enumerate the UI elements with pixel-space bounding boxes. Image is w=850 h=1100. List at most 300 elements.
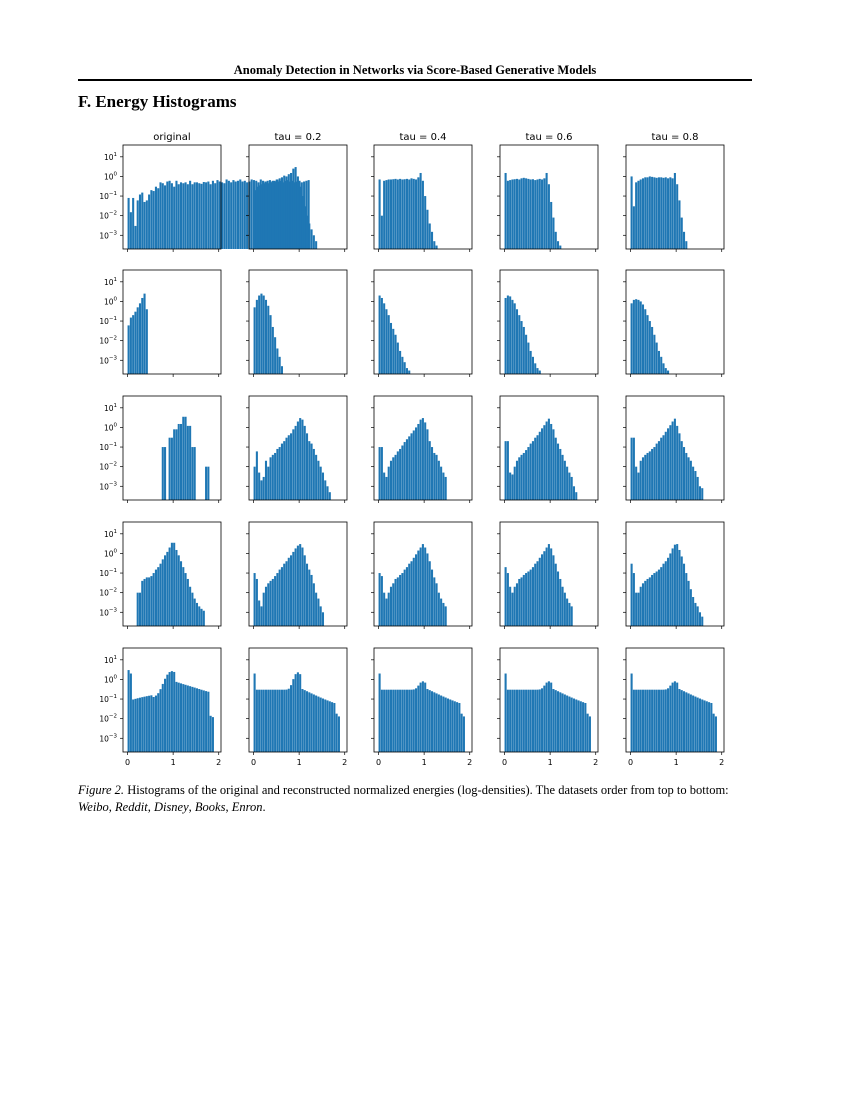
y-tick-label: $10^{-3}$ (99, 607, 117, 618)
histogram-bar (144, 579, 146, 626)
histogram-bar (436, 693, 438, 752)
histogram-bar (546, 173, 548, 249)
histogram-bar (417, 686, 419, 752)
histogram-bar (426, 553, 428, 626)
histogram-bar (329, 701, 331, 752)
histogram-bar (685, 241, 687, 249)
histogram-bar (559, 449, 561, 500)
histogram-bar (324, 699, 326, 752)
histogram-bar (631, 674, 633, 752)
histogram-bar (260, 690, 262, 752)
histogram-bar (381, 690, 383, 752)
histogram-bar (399, 179, 401, 249)
histogram-bar (552, 689, 554, 752)
histogram-bar (191, 184, 193, 249)
histogram-bar (406, 690, 408, 752)
histogram-bar (521, 455, 523, 500)
histogram-bar (445, 477, 447, 500)
histogram-bar (198, 689, 200, 752)
histogram-bar (153, 191, 155, 249)
histogram-bar (132, 699, 134, 752)
histogram-bar (210, 184, 212, 249)
histogram-bar (144, 697, 146, 752)
histogram-bar (274, 690, 276, 752)
histogram-bar (676, 683, 678, 752)
histogram-bar (205, 467, 207, 500)
histogram-bar (385, 599, 387, 626)
histogram-bar (410, 433, 412, 500)
histogram-bar (137, 200, 139, 249)
histogram-bar (642, 457, 644, 500)
histogram-bar (640, 690, 642, 752)
caption-dataset-reddit: Reddit (115, 800, 148, 814)
histogram-bar (514, 690, 516, 752)
x-tick-label: 1 (547, 758, 553, 767)
histogram-bar (534, 690, 536, 752)
histogram-bar (311, 444, 313, 500)
histogram-bar (256, 300, 258, 374)
histogram-bar (141, 581, 143, 626)
histogram-bar (566, 696, 568, 752)
histogram-bar (228, 181, 230, 249)
histogram-bar (401, 690, 403, 752)
histogram-bar (507, 690, 509, 752)
histogram-bar (281, 567, 283, 626)
histogram-bar (166, 182, 168, 249)
histogram-bar (633, 300, 635, 374)
histogram-bar (662, 435, 664, 500)
histogram-bar (690, 694, 692, 752)
histogram-bar (315, 696, 317, 752)
histogram-bar (658, 177, 660, 249)
histogram-bar (311, 575, 313, 626)
histogram-bar (200, 609, 202, 626)
histogram-bar (631, 176, 633, 249)
histogram-bar (198, 606, 200, 626)
histogram-bar (317, 697, 319, 752)
y-tick-label: $10^{-1}$ (99, 442, 117, 453)
histogram-bar (676, 184, 678, 249)
histogram-bar (381, 216, 383, 249)
histogram-bar (281, 690, 283, 752)
histogram-bar (649, 176, 651, 249)
histogram-bar (308, 223, 310, 249)
histogram-bar (194, 182, 196, 249)
histogram-bar (189, 181, 191, 249)
histogram-bar (270, 690, 272, 752)
histogram-bar (290, 433, 292, 500)
histogram-bar (283, 441, 285, 500)
histogram-bar (299, 544, 301, 626)
histogram-bar (292, 552, 294, 626)
histogram-panel (371, 648, 472, 767)
histogram-bar (685, 692, 687, 752)
histogram-bar (580, 701, 582, 752)
histogram-bar (139, 195, 141, 250)
histogram-bar (207, 692, 209, 752)
histogram-bar (390, 690, 392, 752)
histogram-bar (216, 180, 218, 249)
histogram-bar (514, 179, 516, 249)
histogram-bar (656, 343, 658, 374)
histogram-bar (292, 169, 294, 249)
histogram-bar (683, 232, 685, 249)
histogram-bar (647, 315, 649, 374)
histogram-bar (660, 438, 662, 500)
histogram-bar (417, 551, 419, 626)
y-tick-label: $10^{-1}$ (99, 316, 117, 327)
histogram-bar (385, 690, 387, 752)
histogram-bar (166, 552, 168, 626)
histogram-bar (509, 296, 511, 374)
histogram-bar (203, 182, 205, 249)
histogram-bar (417, 424, 419, 500)
histogram-bar (410, 561, 412, 626)
histogram-bar (383, 690, 385, 752)
histogram-panel (623, 270, 724, 377)
histogram-bar (424, 196, 426, 249)
histogram-bar (633, 690, 635, 752)
column-title: tau = 0.4 (399, 132, 447, 143)
histogram-bar (288, 558, 290, 626)
histogram-panel (623, 145, 724, 252)
histogram-bar (543, 686, 545, 752)
histogram-bar (697, 698, 699, 752)
histogram-bar (525, 690, 527, 752)
histogram-bar (169, 181, 171, 249)
histogram-bar (557, 241, 559, 249)
histogram-bar (263, 593, 265, 626)
histogram-bar (265, 690, 267, 752)
y-tick-label: $10^{-2}$ (99, 210, 117, 221)
histogram-bar (688, 457, 690, 500)
y-tick-label: $10^{-3}$ (99, 733, 117, 744)
histogram-panel (497, 648, 598, 767)
histogram-bar (649, 321, 651, 374)
histogram-bar (644, 455, 646, 500)
histogram-bar (530, 179, 532, 249)
histogram-bar (672, 683, 674, 752)
histogram-bar (431, 232, 433, 249)
histogram-bar (383, 593, 385, 626)
histogram-bar (505, 567, 507, 626)
histogram-bar (404, 442, 406, 500)
histogram-bar (521, 690, 523, 752)
histogram-bar (710, 703, 712, 752)
histogram-bar (701, 617, 703, 626)
histogram-bar (651, 575, 653, 626)
histogram-bar (408, 690, 410, 752)
histogram-bar (521, 178, 523, 249)
histogram-bar (226, 179, 228, 249)
histogram-bar (550, 202, 552, 249)
histogram-bar (667, 428, 669, 500)
histogram-bar (523, 453, 525, 500)
histogram-bar (212, 181, 214, 249)
histogram-bar (399, 351, 401, 374)
histogram-bar (656, 178, 658, 249)
histogram-bar (543, 425, 545, 500)
histogram-bar (290, 685, 292, 752)
x-tick-label: 1 (673, 758, 679, 767)
histogram-bar (173, 429, 175, 500)
x-tick-label: 2 (719, 758, 725, 767)
histogram-bar (200, 690, 202, 752)
histogram-bar (640, 461, 642, 500)
histogram-panel (99, 270, 221, 377)
histogram-bar (196, 688, 198, 752)
histogram-bar (254, 190, 256, 249)
histogram-bar (194, 599, 196, 626)
histogram-bar (692, 696, 694, 752)
histogram-bar (548, 184, 550, 249)
histogram-bar (292, 429, 294, 500)
histogram-bar (297, 176, 299, 249)
histogram-bar (270, 457, 272, 500)
histogram-bar (509, 180, 511, 249)
histogram-bar (141, 298, 143, 374)
histogram-bar (315, 593, 317, 626)
histogram-bar (658, 570, 660, 626)
histogram-bar (260, 606, 262, 626)
histogram-bar (235, 182, 237, 249)
histogram-bar (279, 570, 281, 626)
histogram-bar (426, 689, 428, 752)
histogram-bar (333, 703, 335, 752)
histogram-bar (550, 683, 552, 752)
histogram-bar (171, 183, 173, 249)
histogram-bar (690, 461, 692, 500)
histogram-bar (267, 467, 269, 500)
histogram-bar (461, 714, 463, 752)
histogram-bar (571, 477, 573, 500)
histogram-bar (548, 681, 550, 752)
histogram-bar (279, 357, 281, 374)
histogram-bar (169, 548, 171, 626)
histogram-bar (281, 366, 283, 374)
caption-dataset-disney: Disney (153, 800, 189, 814)
histogram-bar (665, 689, 667, 752)
histogram-bar (536, 690, 538, 752)
histogram-bar (267, 583, 269, 626)
histogram-panel (371, 396, 472, 503)
histogram-bar (507, 441, 509, 500)
histogram-bar (155, 696, 157, 752)
histogram-bar (678, 200, 680, 249)
histogram-bar (408, 564, 410, 626)
histogram-bar (692, 597, 694, 626)
histogram-bar (587, 714, 589, 752)
y-tick-label: $10^{-1}$ (99, 694, 117, 705)
histogram-bar (644, 690, 646, 752)
histogram-bar (662, 178, 664, 249)
histogram-bar (313, 694, 315, 752)
histogram-bar (557, 572, 559, 627)
histogram-bar (288, 174, 290, 249)
histogram-bar (385, 309, 387, 374)
histogram-bar (315, 241, 317, 249)
histogram-bar (137, 307, 139, 374)
histogram-bar (573, 699, 575, 752)
histogram-bar (463, 716, 465, 752)
histogram-bar (658, 351, 660, 374)
histogram-bar (401, 357, 403, 374)
x-tick-label: 2 (467, 758, 473, 767)
histogram-bar (322, 699, 324, 752)
histogram-bar (672, 422, 674, 500)
histogram-bar (265, 182, 267, 249)
histogram-bar (164, 679, 166, 752)
histogram-bar (525, 335, 527, 374)
histogram-bar (392, 690, 394, 752)
x-tick-label: 0 (125, 758, 131, 767)
histogram-bar (397, 343, 399, 374)
histogram-bar (185, 573, 187, 626)
histogram-bar (660, 690, 662, 752)
histogram-bar (274, 337, 276, 374)
histogram-panel (623, 648, 724, 767)
histogram-bar (128, 325, 130, 374)
histogram-bar (185, 182, 187, 249)
histogram-bar (550, 424, 552, 500)
histogram-bar (644, 177, 646, 249)
histogram-bar (651, 327, 653, 374)
histogram-bar (285, 176, 287, 249)
histogram-bar (267, 306, 269, 374)
histogram-bar (518, 690, 520, 752)
histogram-bar (263, 477, 265, 500)
histogram-bar (395, 690, 397, 752)
histogram-bar (239, 179, 241, 249)
histogram-bar (662, 564, 664, 626)
histogram-bar (642, 690, 644, 752)
histogram-bar (644, 309, 646, 374)
histogram-bar (395, 579, 397, 626)
histogram-bar (295, 167, 297, 249)
histogram-bar (637, 181, 639, 249)
histogram-bar (672, 548, 674, 626)
histogram-bar (516, 583, 518, 626)
histogram-bar (194, 447, 196, 500)
histogram-bar (388, 467, 390, 500)
histogram-bar (175, 429, 177, 500)
histogram-bar (175, 181, 177, 249)
histogram-bar (543, 178, 545, 249)
histogram-bar (207, 182, 209, 249)
histogram-bar (408, 371, 410, 374)
y-tick-label: $10^1$ (103, 402, 117, 413)
histogram-bar (196, 182, 198, 249)
histogram-bar (530, 570, 532, 626)
histogram-bar (171, 671, 173, 752)
x-tick-label: 2 (216, 758, 222, 767)
histogram-bar (669, 553, 671, 626)
histogram-bar (584, 703, 586, 752)
histogram-bar (276, 348, 278, 374)
histogram-bar (299, 674, 301, 752)
histogram-bar (274, 182, 276, 249)
histogram-bar (571, 698, 573, 752)
histogram-bar (683, 564, 685, 626)
caption-label: Figure 2. (78, 783, 125, 797)
histogram-bar (539, 558, 541, 626)
histogram-bar (388, 593, 390, 626)
histogram-bar (390, 461, 392, 500)
histogram-bar (669, 686, 671, 752)
histogram-bar (665, 177, 667, 249)
histogram-bar (415, 427, 417, 500)
histogram-bar (559, 246, 561, 249)
histogram-bar (667, 688, 669, 752)
histogram-bar (536, 179, 538, 249)
histogram-bar (514, 303, 516, 374)
histogram-bar (436, 455, 438, 500)
histogram-bar (505, 674, 507, 752)
figure-caption: Figure 2. Histograms of the original and reconstructed normalized energies (log-densities). The datasets order from top to bottom: Weibo, Reddit, Disney, Books, Enron. (78, 783, 729, 814)
histogram-bar (232, 180, 234, 249)
histogram-bar (509, 690, 511, 752)
histogram-bar (146, 200, 148, 249)
histogram-bar (320, 698, 322, 752)
histogram-bar (431, 691, 433, 752)
histogram-bar (306, 433, 308, 500)
histogram-bar (539, 689, 541, 752)
histogram-bar (562, 693, 564, 752)
histogram-bar (404, 570, 406, 626)
histogram-bar (258, 185, 260, 249)
histogram-panel (246, 270, 347, 377)
y-tick-label: $10^{-3}$ (99, 481, 117, 492)
histogram-bar (662, 690, 664, 752)
histogram-bar (395, 335, 397, 374)
histogram-bar (196, 603, 198, 626)
histogram-bar (631, 564, 633, 626)
histogram-bar (665, 432, 667, 500)
histogram-bar (697, 606, 699, 626)
histogram-bar (214, 183, 216, 249)
histogram-bar (388, 315, 390, 374)
histogram-bar (516, 461, 518, 500)
histogram-bar (134, 226, 136, 249)
histogram-bar (130, 674, 132, 752)
histogram-bar (433, 692, 435, 752)
histogram-bar (420, 420, 422, 500)
histogram-bar (288, 689, 290, 752)
histogram-bar (532, 567, 534, 626)
histogram-bar (429, 223, 431, 249)
histogram-bar (157, 188, 159, 249)
histogram-bar (660, 177, 662, 249)
histogram-bar (295, 426, 297, 500)
histogram-bar (205, 691, 207, 752)
histogram-bar (507, 181, 509, 249)
histogram-bar (276, 179, 278, 249)
histogram-bar (290, 173, 292, 249)
column-title: original (153, 132, 191, 143)
histogram-bar (254, 674, 256, 752)
histogram-bar (381, 298, 383, 374)
histogram-bar (647, 579, 649, 626)
histogram-bar (640, 301, 642, 374)
histogram-bar (678, 433, 680, 500)
histogram-bar (676, 544, 678, 626)
histogram-bar (304, 555, 306, 626)
histogram-bar (674, 545, 676, 626)
histogram-bar (699, 486, 701, 500)
histogram-bar (676, 426, 678, 500)
histogram-bar (703, 700, 705, 752)
histogram-bar (276, 573, 278, 626)
